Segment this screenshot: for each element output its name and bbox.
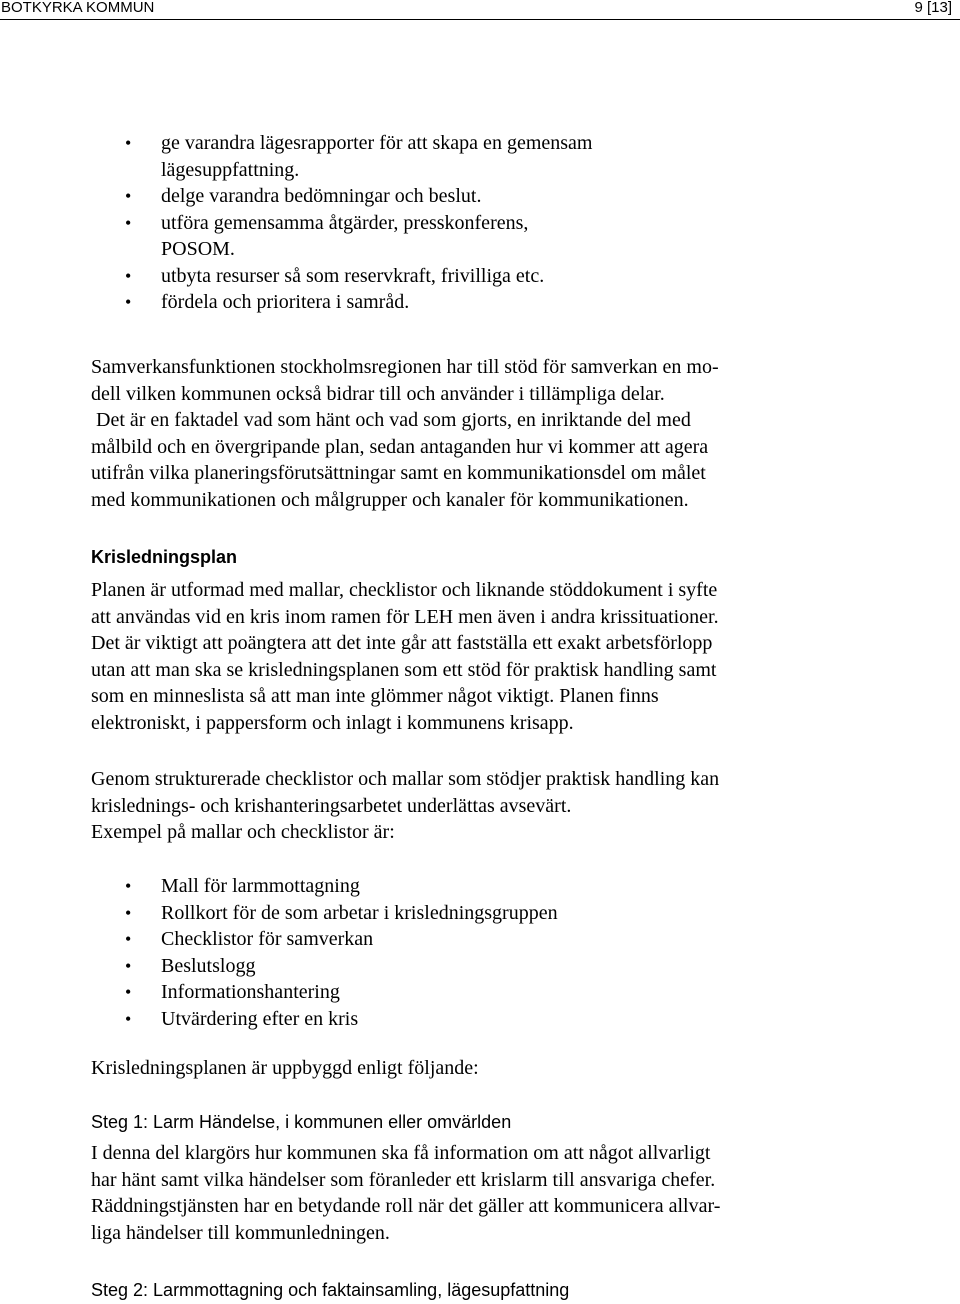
list-item: • utbyta resurser så som reservkraft, frivilliga etc. bbox=[0, 263, 900, 290]
bullet-icon: • bbox=[125, 955, 132, 976]
header-rule bbox=[0, 19, 960, 20]
list-item: • delge varandra bedömningar och beslut. bbox=[0, 183, 900, 210]
paragraph-checklistor: Genom strukturerade checklistor och mallar som stödjer praktisk handling kan krislednings- och krishanteringsarbetet underlättas avsevärt. Exempel på mallar och checklistor är: bbox=[91, 768, 720, 843]
bullet-icon: • bbox=[125, 982, 132, 1002]
list-item: • Rollkort för de som arbetar i krisledningsgruppen bbox=[0, 900, 900, 927]
bullet-list-1 bbox=[0, 130, 900, 316]
list-item: • Utvärdering efter en kris bbox=[0, 1006, 900, 1033]
list-item: • Checklistor för samverkan bbox=[0, 926, 900, 953]
bullet-icon: • bbox=[125, 292, 132, 312]
paragraph-samverkan: Samverkansfunktionen stockholmsregionen har till stöd för samverkan en mo- dell vilken kommunen också bidrar till och använder i tillämpliga delar. Det är en faktadel vad som hänt och vad som gjorts, en inriktande del med målbild och en övergripande plan, sedan antaganden hur vi kommer att agera utifrån vilka planeringsförutsättningar samt en kommunikationsdel om målet med kommunikationen och målgrupper och kanaler för kommunikationen. bbox=[91, 356, 719, 511]
bullet-icon: • bbox=[125, 1008, 132, 1029]
section-heading: Krisledningsplan bbox=[91, 547, 238, 567]
bullet-icon: • bbox=[125, 902, 132, 923]
paragraph-uppbyggnad: Krisledningsplanen är uppbyggd enligt följande: bbox=[91, 1057, 479, 1079]
step-2-heading: Steg 2: Larmmottagning och faktainsamling, lägesupfattning bbox=[91, 1280, 570, 1300]
bullet-icon: • bbox=[125, 929, 132, 949]
header-page-number: 9 [13] bbox=[914, 0, 952, 16]
list-item: • Beslutslogg bbox=[0, 953, 900, 980]
paragraph-planen: Planen är utformad med mallar, checklistor och liknande stöddokument i syfte att användas vid en kris inom ramen för LEH men även i andra krissituationer. Det är viktigt att poängtera att det inte går att fastställa ett exakt arbetsförlopp utan att man ska se krisledningsplanen som ett stöd för praktisk handling samt som en minneslista så att man inte glömmer något viktigt. Planen finns elektroniskt, i pappersform och inlagt i kommunens krisapp. bbox=[91, 579, 719, 734]
bullet-list-2 bbox=[0, 873, 900, 1032]
bullet-icon: • bbox=[125, 133, 132, 153]
list-item: • Mall för larmmottagning bbox=[0, 873, 900, 900]
list-item: • Informationshantering bbox=[0, 979, 900, 1006]
list-item: • fördela och prioritera i samråd. bbox=[0, 289, 900, 316]
bullet-icon: • bbox=[125, 876, 132, 896]
bullet-icon: • bbox=[125, 186, 132, 206]
paragraph-steg1: I denna del klargörs hur kommunen ska få information om att något allvarligt har hänt samt vilka händelser som föranleder ett krislarm till ansvariga chefer. Räddningstjänsten har en betydande roll när det gäller att kommunicera allvar- liga händelser till kommunledningen. bbox=[91, 1142, 721, 1244]
bullet-icon: • bbox=[125, 212, 132, 233]
list-item: • utföra gemensamma åtgärder, presskonferens, POSOM. bbox=[125, 211, 529, 260]
list-item: • ge varandra lägesrapporter för att skapa en gemensam lägesuppfattning. bbox=[125, 132, 593, 181]
bullet-icon: • bbox=[125, 265, 132, 286]
step-1-heading: Steg 1: Larm Händelse, i kommunen eller omvärlden bbox=[91, 1112, 512, 1132]
header-org-name: BOTKYRKA KOMMUN bbox=[1, 0, 155, 16]
page-header bbox=[0, 0, 960, 20]
